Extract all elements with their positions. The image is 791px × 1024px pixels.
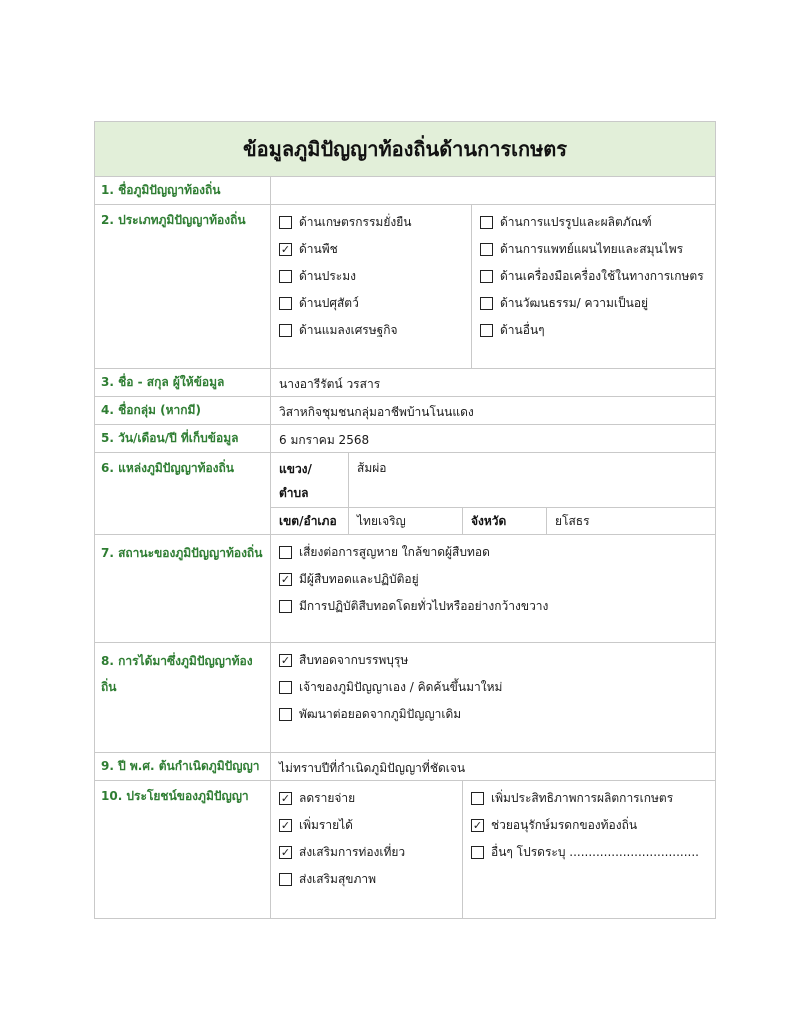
option-culture[interactable]: ด้านวัฒนธรรม/ ความเป็นอยู่ bbox=[480, 290, 707, 317]
checkbox[interactable] bbox=[279, 324, 292, 337]
option-others[interactable]: ด้านอื่นๆ bbox=[480, 317, 707, 344]
benefits-left-column bbox=[271, 781, 463, 918]
wisdom-type-right-column bbox=[472, 205, 715, 368]
checkbox[interactable] bbox=[279, 708, 292, 721]
row-origin-year bbox=[95, 753, 715, 781]
label-informant-name: 3. ชื่อ - สกุล ผู้ให้ข้อมูล bbox=[95, 369, 271, 396]
checkbox-checked[interactable]: ✓ bbox=[280, 243, 291, 256]
district-province-row bbox=[271, 508, 715, 535]
row-collection-date bbox=[95, 425, 715, 453]
option-self-invented[interactable]: เจ้าของภูมิปัญญาเอง / คิดค้นขึ้นมาใหม่ bbox=[279, 674, 707, 701]
wisdom-form bbox=[94, 121, 716, 919]
checkbox[interactable] bbox=[471, 846, 484, 859]
option-fishery[interactable]: ด้านประมง bbox=[279, 263, 463, 290]
checkbox-checked[interactable]: ✓ bbox=[280, 846, 291, 859]
checkbox[interactable] bbox=[279, 216, 292, 229]
option-processing[interactable]: ด้านการแปรรูปและผลิตภัณฑ์ bbox=[480, 209, 707, 236]
row-wisdom-acquisition bbox=[95, 643, 715, 753]
label-wisdom-name: 1. ชื่อภูมิปัญญาท้องถิ่น bbox=[95, 177, 271, 204]
acquisition-options bbox=[271, 643, 715, 752]
province-label: จังหวัด bbox=[463, 508, 547, 535]
checkbox-checked[interactable]: ✓ bbox=[280, 654, 291, 667]
form-title: ข้อมูลภูมิปัญญาท้องถิ่นด้านการเกษตร bbox=[95, 122, 715, 177]
option-promote-health[interactable]: ส่งเสริมสุขภาพ bbox=[279, 866, 454, 893]
label-collection-date: 5. วัน/เดือน/ปี ที่เก็บข้อมูล bbox=[95, 425, 271, 452]
checkbox[interactable] bbox=[279, 600, 292, 613]
checkbox[interactable] bbox=[480, 297, 493, 310]
option-plants[interactable]: ✓ ด้านพืช bbox=[280, 242, 338, 256]
option-economic-insects[interactable]: ด้านแมลงเศรษฐกิจ bbox=[279, 317, 463, 344]
wisdom-type-left-column bbox=[271, 205, 472, 368]
row-wisdom-status bbox=[95, 535, 715, 643]
subdistrict-row bbox=[271, 453, 715, 508]
row-wisdom-benefits bbox=[95, 781, 715, 918]
option-thai-medicine[interactable]: ด้านการแพทย์แผนไทยและสมุนไพร bbox=[480, 236, 707, 263]
district-label: เขต/อำเภอ bbox=[271, 508, 349, 535]
option-promote-tourism[interactable]: ✓ ส่งเสริมการท่องเที่ยว bbox=[280, 845, 406, 859]
row-wisdom-location bbox=[95, 453, 715, 535]
option-agri-tools[interactable]: ด้านเครื่องมือเครื่องใช้ในทางการเกษตร bbox=[480, 263, 707, 290]
benefits-right-column bbox=[463, 781, 715, 918]
option-inherited[interactable]: ✓ สืบทอดจากบรรพบุรุษ bbox=[280, 653, 409, 667]
label-origin-year: 9. ปี พ.ศ. ต้นกำเนิดภูมิปัญญา bbox=[95, 753, 271, 780]
value-origin-year[interactable]: ไม่ทราบปีที่กำเนิดภูมิปัญญาที่ชัดเจน bbox=[279, 761, 466, 775]
row-wisdom-name bbox=[95, 177, 715, 205]
district-value[interactable]: ไทยเจริญ bbox=[349, 508, 463, 535]
checkbox-checked[interactable]: ✓ bbox=[280, 573, 291, 586]
option-sustainable-agri[interactable]: ด้านเกษตรกรรมยั่งยืน bbox=[279, 209, 463, 236]
checkbox[interactable] bbox=[279, 297, 292, 310]
option-productivity[interactable]: เพิ่มประสิทธิภาพการผลิตการเกษตร bbox=[471, 785, 707, 812]
label-wisdom-status: 7. สถานะของภูมิปัญญาท้องถิ่น bbox=[95, 535, 271, 642]
row-wisdom-type bbox=[95, 205, 715, 369]
value-informant-name[interactable]: นางอารีรัตน์ วรสาร bbox=[279, 377, 381, 391]
checkbox-checked[interactable]: ✓ bbox=[280, 819, 291, 832]
checkbox[interactable] bbox=[279, 681, 292, 694]
checkbox[interactable] bbox=[279, 270, 292, 283]
option-at-risk[interactable]: เสี่ยงต่อการสูญหาย ใกล้ขาดผู้สืบทอด bbox=[279, 539, 707, 566]
option-conserve-heritage[interactable]: ✓ ช่วยอนุรักษ์มรดกของท้องถิ่น bbox=[472, 818, 638, 832]
checkbox-checked[interactable]: ✓ bbox=[472, 819, 483, 832]
option-widely-practiced[interactable]: มีการปฏิบัติสืบทอดโดยทั่วไปหรืออย่างกว้างขวาง bbox=[279, 593, 707, 620]
option-has-successor[interactable]: ✓ มีผู้สืบทอดและปฏิบัติอยู่ bbox=[280, 572, 419, 586]
option-increase-income[interactable]: ✓ เพิ่มรายได้ bbox=[280, 818, 353, 832]
label-group-name: 4. ชื่อกลุ่ม (หากมี) bbox=[95, 397, 271, 424]
checkbox-checked[interactable]: ✓ bbox=[280, 792, 291, 805]
subdistrict-label: แขวง/ตำบล bbox=[271, 453, 349, 507]
subdistrict-value[interactable]: ส้มผ่อ bbox=[357, 461, 387, 475]
checkbox[interactable] bbox=[480, 270, 493, 283]
label-wisdom-benefits: 10. ประโยชน์ของภูมิปัญญา bbox=[95, 781, 271, 918]
option-developed[interactable]: พัฒนาต่อยอดจากภูมิปัญญาเดิม bbox=[279, 701, 707, 728]
checkbox[interactable] bbox=[471, 792, 484, 805]
label-wisdom-type: 2. ประเภทภูมิปัญญาท้องถิ่น bbox=[95, 205, 271, 368]
checkbox[interactable] bbox=[480, 324, 493, 337]
checkbox[interactable] bbox=[480, 216, 493, 229]
label-wisdom-location: 6. แหล่งภูมิปัญญาท้องถิ่น bbox=[95, 453, 271, 534]
status-options bbox=[271, 535, 715, 642]
option-other-specify[interactable]: อื่นๆ โปรดระบุ .................................. bbox=[471, 839, 707, 866]
value-wisdom-name[interactable] bbox=[271, 177, 715, 204]
checkbox[interactable] bbox=[279, 546, 292, 559]
row-group-name bbox=[95, 397, 715, 425]
option-livestock[interactable]: ด้านปศุสัตว์ bbox=[279, 290, 463, 317]
row-informant-name bbox=[95, 369, 715, 397]
province-value[interactable]: ยโสธร bbox=[555, 514, 590, 528]
value-collection-date[interactable]: 6 มกราคม 2568 bbox=[279, 433, 370, 447]
option-reduce-expense[interactable]: ✓ ลดรายจ่าย bbox=[280, 791, 356, 805]
value-group-name[interactable]: วิสาหกิจชุมชนกลุ่มอาชีพบ้านโนนแดง bbox=[279, 405, 474, 419]
checkbox[interactable] bbox=[480, 243, 493, 256]
checkbox[interactable] bbox=[279, 873, 292, 886]
label-wisdom-acquisition: 8. การได้มาซึ่งภูมิปัญญาท้องถิ่น bbox=[95, 643, 271, 752]
